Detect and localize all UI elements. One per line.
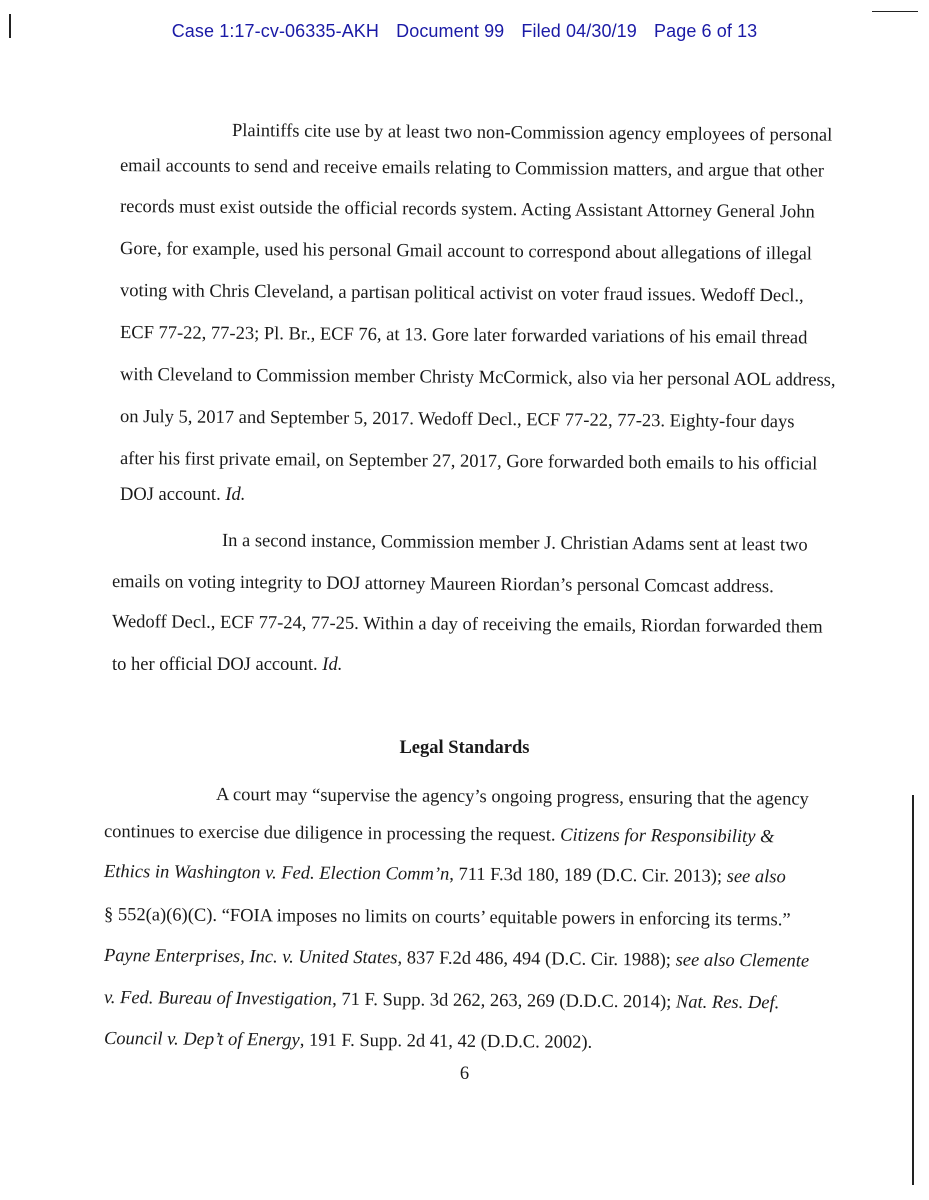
document-number: Document 99 [396, 21, 505, 41]
text-line: In a second instance, Commission member J. Christian Adams sent at least two [221, 531, 808, 556]
page-indicator: Page 6 of 13 [654, 21, 758, 41]
text-run: , 71 F. Supp. 3d 262, 263, 269 (D.D.C. 2014); [332, 989, 677, 1013]
text-line: on July 5, 2017 and September 5, 2017. Wedoff Decl., ECF 77-22, 77-23. Eighty-four days [119, 407, 795, 433]
text-line [104, 863, 786, 887]
case-citation: Council v. Dep’t of Energy [103, 1029, 300, 1051]
text-line: Wedoff Decl., ECF 77-24, 77-25. Within a day of receiving the emails, Riordan forwarded them [111, 612, 823, 638]
case-citation: Ethics in Washington v. Fed. Election Comm’n [103, 862, 450, 885]
citation-id: Id. [225, 485, 246, 505]
case-citation: Payne Enterprises, Inc. v. United States [103, 946, 398, 969]
text-line: Gore, for example, used his personal Gmail account to correspond about allegations of illegal [119, 239, 813, 265]
text-line: Plaintiffs cite use by at least two non-Commission agency employees of personal [231, 121, 833, 146]
text-line [104, 823, 775, 847]
section-heading: Legal Standards [399, 738, 530, 758]
text-line: emails on voting integrity to DOJ attorney Maureen Riordan’s personal Comcast address. [111, 572, 774, 598]
text-line: records must exist outside the official records system. Acting Assistant Attorney General John [119, 197, 815, 223]
text-line [104, 989, 779, 1013]
text-line [120, 486, 245, 505]
case-citation: Citizens for Responsibility & [560, 825, 775, 848]
signal-phrase: see also [726, 866, 786, 888]
case-citation: Nat. Res. Def. [675, 992, 780, 1014]
citation-id: Id. [322, 655, 343, 675]
filed-date: Filed 04/30/19 [521, 21, 637, 41]
scan-mark-left [9, 14, 11, 38]
text-run: continues to exercise due diligence in processing the request. [103, 822, 561, 846]
text-line: with Cleveland to Commission member Christy McCormick, also via her personal AOL address, [119, 365, 836, 391]
text-run: , 837 F.2d 486, 494 (D.C. Cir. 1988); [397, 948, 676, 971]
text-run: , 191 F. Supp. 2d 41, 42 (D.D.C. 2002). [299, 1030, 593, 1053]
text-line [104, 1030, 592, 1052]
text-line: § 552(a)(6)(C). “FOIA imposes no limits on courts’ equitable powers in enforcing its terms.” [103, 905, 791, 931]
case-number: Case 1:17-cv-06335-AKH [171, 21, 380, 41]
text-line: after his first private email, on September 27, 2017, Gore forwarded both emails to his official [119, 449, 818, 475]
text-line [112, 656, 342, 675]
case-citation: v. Fed. Bureau of Investigation [103, 988, 333, 1010]
scan-mark-right-edge [912, 795, 914, 1185]
page-number: 6 [459, 1064, 470, 1084]
text-run: DOJ account. [120, 485, 226, 505]
text-run: to her official DOJ account. [112, 655, 323, 675]
text-line: ECF 77-22, 77-23; Pl. Br., ECF 76, at 13. Gore later forwarded variations of his email thread [119, 323, 808, 349]
scan-mark-top-right [872, 11, 918, 12]
text-line: email accounts to send and receive emails relating to Commission matters, and argue that other [119, 156, 825, 182]
signal-phrase: see also Clemente [675, 950, 810, 972]
text-line [104, 947, 809, 971]
text-line: voting with Chris Cleveland, a partisan political activist on voter fraud issues. Wedoff Decl., [119, 281, 804, 307]
text-line: A court may “supervise the agency’s ongoing progress, ensuring that the agency [215, 785, 809, 810]
case-header [0, 21, 929, 42]
text-run: , 711 F.3d 180, 189 (D.C. Cir. 2013); [449, 864, 727, 887]
